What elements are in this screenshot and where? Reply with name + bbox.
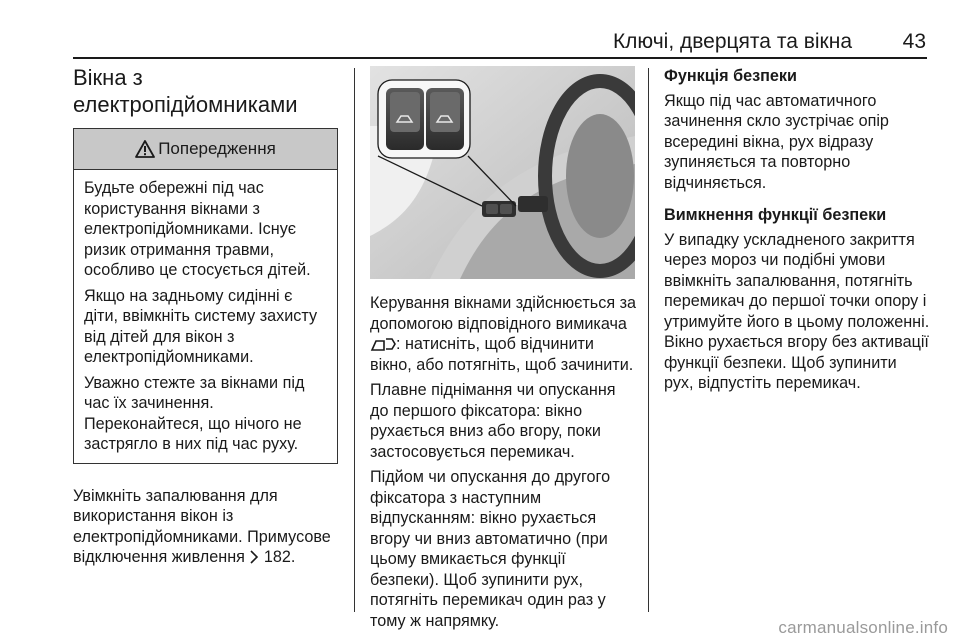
warning-paragraph: Якщо на задньому сидінні є діти, ввімкніть систему захисту від дітей для вікон з електропідйомниками. — [84, 286, 318, 366]
switch-usage-text-after: : натисніть, щоб відчинити вікно, або потягніть, щоб зачинити. — [370, 335, 634, 374]
column-divider-right — [648, 68, 649, 612]
warning-box — [73, 128, 338, 464]
warning-triangle-icon — [135, 140, 155, 158]
right-column — [664, 66, 930, 399]
warning-paragraph: Будьте обережні під час користування вікнами з електропідйомниками. Існує ризик отримання травми, особливо це стосується дітей. — [84, 179, 311, 279]
window-switch-icon — [370, 337, 396, 351]
first-detent-paragraph: Плавне піднімання чи опускання до першого фіксатора: вікно рухається вниз або вгору, поки застосовується перемикач. — [370, 381, 616, 461]
middle-column — [370, 66, 636, 636]
section-title — [73, 64, 339, 118]
watermark: carmanualsonline.info — [778, 618, 948, 637]
column-divider-left — [354, 68, 355, 612]
arrow-reference-icon — [249, 550, 259, 564]
switch-usage-text-before: Керування вікнами здійснюється за допомогою відповідного вимикача — [370, 294, 637, 333]
header-title: Ключі, дверцята та вікна — [612, 30, 852, 53]
ignition-paragraph — [73, 486, 339, 568]
section-title-line2: електропідйомниками — [73, 92, 298, 117]
door-panel-illustration — [370, 66, 635, 279]
section-title-line1: Вікна з — [73, 65, 143, 90]
ignition-text: Увімкніть запалювання для використання вікон із електропідйомниками. Примусове відключення живлення — [73, 486, 331, 566]
safety-function-heading: Функція безпеки — [664, 67, 797, 85]
safety-function-paragraph: Якщо під час автоматичного зачинення скло зустрічає опір всередині вікна, рух відразу зупиняється та повторно відчиняється. — [664, 91, 889, 192]
second-detent-paragraph: Підйом чи опускання до другого фіксатора з наступним відпусканням: вікно рухається вгору чи вниз автоматично (при цьому вмикається функції безпеки). Щоб зупинити рух, потягніть перемикач один раз у тому ж напрямку. — [370, 468, 611, 630]
header-rule — [73, 57, 927, 59]
disable-safety-heading: Вимкнення функції безпеки — [664, 206, 887, 224]
page-number: 43 — [902, 30, 926, 53]
warning-heading: Попередження — [158, 139, 276, 158]
window-switch-photo — [370, 66, 635, 279]
left-column — [73, 64, 339, 573]
disable-safety-paragraph: У випадку ускладненого закриття через мороз чи подібні умови ввімкніть запалювання, потягніть перемикач до першої точки опору і утримуйте його в цьому положенні. Вікно рухається вгору без активації функції безпеки. Щоб зупинити рух, відпустіть перемикач. — [664, 230, 930, 392]
switch-usage-paragraph — [370, 293, 636, 375]
page-reference-link[interactable]: 182. — [263, 548, 296, 566]
warning-header — [74, 129, 337, 170]
warning-body — [74, 170, 337, 463]
warning-paragraph: Уважно стежте за вікнами під час їх зачинення. Переконайтеся, що нічого не застрягло в них під час руху. — [84, 373, 305, 453]
